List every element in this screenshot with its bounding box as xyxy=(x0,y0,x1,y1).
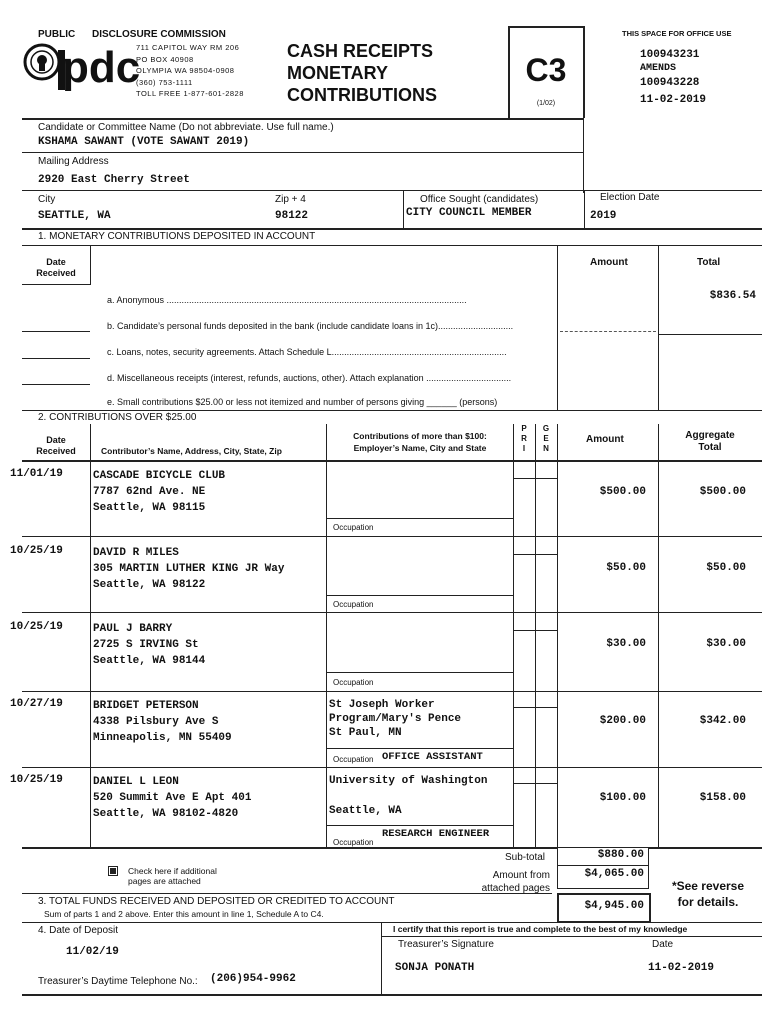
section2-heading: 2. CONTRIBUTIONS OVER $25.00 xyxy=(38,412,197,423)
agency-disclosure: DISCLOSURE COMMISSION xyxy=(92,29,226,40)
see-reverse-note: *See reverse for details. xyxy=(671,879,745,909)
office-use-block: 100943231 AMENDS 100943228 11-02-2019 xyxy=(640,49,707,106)
row-amount: $100.00 xyxy=(599,792,646,804)
section3-heading: 3. TOTAL FUNDS RECEIVED AND DEPOSITED OR CREDITED TO ACCOUNT xyxy=(38,896,395,907)
treasurer-phone-label: Treasurer’s Daytime Telephone No.: xyxy=(38,976,198,987)
city-label: City xyxy=(38,194,56,205)
line-b-label: b. Candidate’s personal funds deposited in the bank (include candidate loans in 1c).............................. xyxy=(107,321,514,331)
line-c-label: c. Loans, notes, security agreements. Attach Schedule L...................................................................... xyxy=(107,347,507,357)
section1-heading: 1. MONETARY CONTRIBUTIONS DEPOSITED IN ACCOUNT xyxy=(38,231,316,242)
form-code: C3 xyxy=(525,52,567,88)
row-date: 10/25/19 xyxy=(10,774,63,786)
election-date-label: Election Date xyxy=(600,192,660,203)
zip-label: Zip + 4 xyxy=(275,194,306,205)
signature-date: 11-02-2019 xyxy=(648,962,715,974)
row-employer: St Joseph Worker Program/Mary's Pence St Paul, MN xyxy=(329,699,462,739)
row-date: 10/25/19 xyxy=(10,545,63,557)
row-employer: University of Washington Seattle, WA xyxy=(329,775,488,817)
pri-header: P R I xyxy=(521,424,527,453)
row-date: 11/01/19 xyxy=(10,468,63,480)
office-sought-label: Office Sought (candidates) xyxy=(420,194,539,205)
row-aggregate: $50.00 xyxy=(706,562,746,574)
section1-amount-header: Amount xyxy=(590,257,628,268)
agency-address: 711 CAPITOL WAY RM 206 PO BOX 40908 OLYMPIA WA 98504-0908 (360) 753-1111 TOLL FREE 1-877-601-2828 xyxy=(136,43,244,98)
row-amount: $500.00 xyxy=(599,486,646,498)
agency-public: PUBLIC xyxy=(38,29,76,40)
occupation-label: Occupation xyxy=(333,755,374,764)
gen-header: G E N xyxy=(542,424,550,453)
line-e-label: e. Small contributions $25.00 or less not itemized and number of persons giving ______ (persons) xyxy=(107,397,498,407)
line-a-label: a. Anonymous ........................................................................................................................ xyxy=(107,295,467,305)
row-contributor: BRIDGET PETERSON 4338 Pilsbury Ave S Minneapolis, MN 55409 xyxy=(93,700,232,744)
aggregate-header: Aggregate Total xyxy=(685,430,735,453)
line-a-total: $836.54 xyxy=(709,290,756,302)
attached-pages-value: $4,065.00 xyxy=(584,868,644,880)
row-date: 10/27/19 xyxy=(10,698,63,710)
row-date: 10/25/19 xyxy=(10,621,63,633)
row-amount: $30.00 xyxy=(606,638,646,650)
employer-header: Contributions of more than $100: Employer’s Name, City and State xyxy=(353,431,487,453)
row-aggregate: $30.00 xyxy=(706,638,746,650)
contributor-header: Contributor’s Name, Address, City, State, Zip xyxy=(101,446,282,456)
line-d-label: d. Miscellaneous receipts (interest, refunds, auctions, other). Attach explanation .................................. xyxy=(107,373,512,383)
section2-date-header: Date Received xyxy=(36,435,76,456)
row-amount: $200.00 xyxy=(599,715,646,727)
form-title: CASH RECEIPTS MONETARY CONTRIBUTIONS xyxy=(287,41,437,105)
date-of-deposit-label: 4. Date of Deposit xyxy=(38,925,119,936)
row-aggregate: $500.00 xyxy=(699,486,746,498)
election-date: 2019 xyxy=(590,210,617,222)
mailing-address-label: Mailing Address xyxy=(38,156,109,167)
row-contributor: PAUL J BARRY 2725 S IRVING St Seattle, WA 98144 xyxy=(93,623,206,667)
subtotal-value: $880.00 xyxy=(597,849,644,861)
row-amount: $50.00 xyxy=(606,562,646,574)
row-contributor: CASCADE BICYCLE CLUB 7787 62nd Ave. NE Seattle, WA 98115 xyxy=(93,470,226,514)
form-rev: (1/02) xyxy=(536,100,556,107)
treasurer-signature-label: Treasurer’s Signature xyxy=(398,939,494,950)
occupation-label: Occupation xyxy=(333,838,374,847)
city-value: SEATTLE, WA xyxy=(38,210,111,222)
occupation-label: Occupation xyxy=(333,678,374,687)
certify-statement: I certify that this report is true and complete to the best of my knowledge xyxy=(393,924,688,934)
logo-text: pdc xyxy=(62,43,141,92)
subtotal-label: Sub-total xyxy=(505,852,546,863)
section1-date-header: Date Received xyxy=(36,257,76,278)
row-aggregate: $342.00 xyxy=(699,715,746,727)
row-contributor: DAVID R MILES 305 MARTIN LUTHER KING JR Way Seattle, WA 98122 xyxy=(93,547,285,591)
row-contributor: DANIEL L LEON 520 Summit Ave E Apt 401 Seattle, WA 98102-4820 xyxy=(93,776,252,820)
mailing-address: 2920 East Cherry Street xyxy=(38,174,190,186)
office-sought: CITY COUNCIL MEMBER xyxy=(406,207,532,219)
row-occupation: OFFICE ASSISTANT xyxy=(382,751,483,763)
signature-date-label: Date xyxy=(652,939,674,950)
occupation-label: Occupation xyxy=(333,523,374,532)
office-use-label: THIS SPACE FOR OFFICE USE xyxy=(622,29,732,38)
candidate-name-label: Candidate or Committee Name (Do not abbreviate. Use full name.) xyxy=(38,122,334,133)
pdc-logo xyxy=(22,40,141,92)
date-of-deposit: 11/02/19 xyxy=(66,946,119,958)
section2-amount-header: Amount xyxy=(586,434,624,445)
zip-value: 98122 xyxy=(275,210,309,222)
additional-pages-checkbox[interactable] xyxy=(108,866,118,876)
row-occupation: RESEARCH ENGINEER xyxy=(382,828,490,840)
treasurer-signature: SONJA PONATH xyxy=(395,962,475,974)
treasurer-phone: (206)954-9962 xyxy=(210,973,296,985)
candidate-name: KSHAMA SAWANT (VOTE SAWANT 2019) xyxy=(38,136,250,148)
row-aggregate: $158.00 xyxy=(699,792,746,804)
occupation-label: Occupation xyxy=(333,600,374,609)
total-funds-value: $4,945.00 xyxy=(584,900,644,912)
section3-subheading: Sum of parts 1 and 2 above. Enter this amount in line 1, Schedule A to C4. xyxy=(44,909,324,919)
additional-pages-label: Check here if additional pages are attached xyxy=(128,866,217,886)
attached-pages-label: Amount from attached pages xyxy=(481,870,550,894)
section1-total-header: Total xyxy=(697,257,721,268)
